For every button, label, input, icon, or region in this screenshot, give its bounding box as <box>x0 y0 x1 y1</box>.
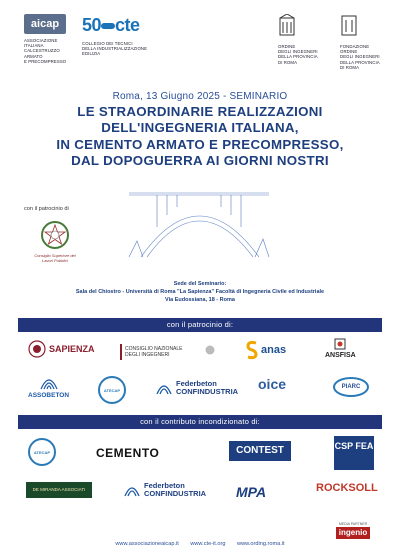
federbeton-arch-icon <box>155 381 173 395</box>
cte-caption: COLLEGIO DEI TECNICI DELLA INDUSTRIALIZZAZIONE EDILIZIA <box>82 41 148 57</box>
organizer-logos <box>20 14 380 84</box>
event-title: LE STRAORDINARIE REALIZZAZIONI DELL'INGEGNERIA ITALIANA, IN CEMENTO ARMATO E PRECOMPRESSO, DAL DOPOGUERRA AI GIORNI NOSTRI <box>56 104 344 169</box>
sapienza-logo: SAPIENZA <box>28 340 95 358</box>
ministry-patron-label: con il patrocinio di <box>24 206 69 212</box>
assobeton-logo: ASSOBETON <box>28 375 69 399</box>
atecap-logo-sponsor: ATECAP <box>28 438 56 466</box>
cemento-logo: CEMENTO <box>96 446 160 460</box>
building-icon <box>340 14 358 36</box>
venue-heading: Sede del Seminario: <box>173 281 227 287</box>
patronage-band: con il patrocinio di: <box>18 318 382 332</box>
round-seal-logo <box>205 345 215 355</box>
de-miranda-logo: DE MIRANDA ASSOCIATI <box>26 482 92 498</box>
building-icon <box>278 14 296 36</box>
oice-logo: oice <box>258 376 287 392</box>
anas-logo: anas <box>246 340 286 360</box>
ansfisa-logo: ANSFISA <box>325 337 356 359</box>
italian-republic-emblem-icon <box>37 219 73 251</box>
footer-links[interactable]: www.associazioneaicap.it www.cte-it.org www.ording.roma.it <box>115 541 285 547</box>
ministry-caption: Consiglio Superiore dei Lavori Pubblici <box>34 253 76 263</box>
federbeton-arch-icon <box>123 483 141 497</box>
mpa-logo: MPA <box>236 484 267 500</box>
cte-logo: 50 cte <box>82 15 140 35</box>
aicap-caption: ASSOCIAZIONE ITALIANA CALCESTRUZZO ARMATO E PRECOMPRESSO <box>24 38 67 64</box>
rocksoll-logo: ROCKSOLL <box>316 482 378 494</box>
fondazione-caption: FONDAZIONE ORDINE DEGLI INGEGNERI DELLA PROVINCIA DI ROMA <box>340 44 380 70</box>
anas-s-icon <box>246 340 258 360</box>
ansfisa-emblem-icon <box>333 337 347 351</box>
seal-icon <box>205 345 215 355</box>
ordine-logo-block <box>278 14 318 65</box>
cte-logo-block <box>82 14 147 57</box>
ingenio-logo: ingenio <box>336 527 370 539</box>
fondazione-logo-block <box>340 14 380 70</box>
media-partner: MEDIA PARTNER ingenio <box>336 522 370 539</box>
venue-line-2: Via Eudossiana, 18 - Roma <box>165 297 235 304</box>
cspfea-logo: CSP FEA <box>334 436 374 470</box>
sapienza-seal-icon <box>28 340 46 358</box>
federbeton-logo-sponsor: Federbeton CONFINDUSTRIA <box>123 482 200 498</box>
aicap-logo: aicap <box>24 14 66 34</box>
venue-line-1: Sala del Chiostro - Università di Roma "La Sapienza" Facoltà di Ingegneria Civile ed Industriale <box>75 289 325 296</box>
atecap-logo-patron: ATECAP <box>98 376 126 404</box>
sponsors-band: con il contributo incondizionato di: <box>18 415 382 429</box>
bridge-illustration <box>127 181 271 259</box>
contest-logo: CONTEST <box>229 441 291 461</box>
federbeton-logo-patron: Federbeton CONFINDUSTRIA <box>155 380 232 396</box>
cni-logo: CONSIGLIO NAZIONALE DEGLI INGEGNERI <box>120 344 185 360</box>
aicap-logo-block <box>24 14 66 64</box>
event-date: Roma, 13 Giugno 2025 - SEMINARIO <box>112 91 288 102</box>
piarc-logo: PIARC <box>333 377 369 397</box>
ordine-caption: ORDINE DEGLI INGEGNERI DELLA PROVINCIA DI ROMA <box>278 44 318 65</box>
assobeton-rings-icon <box>38 375 60 391</box>
venue-info <box>0 280 400 305</box>
